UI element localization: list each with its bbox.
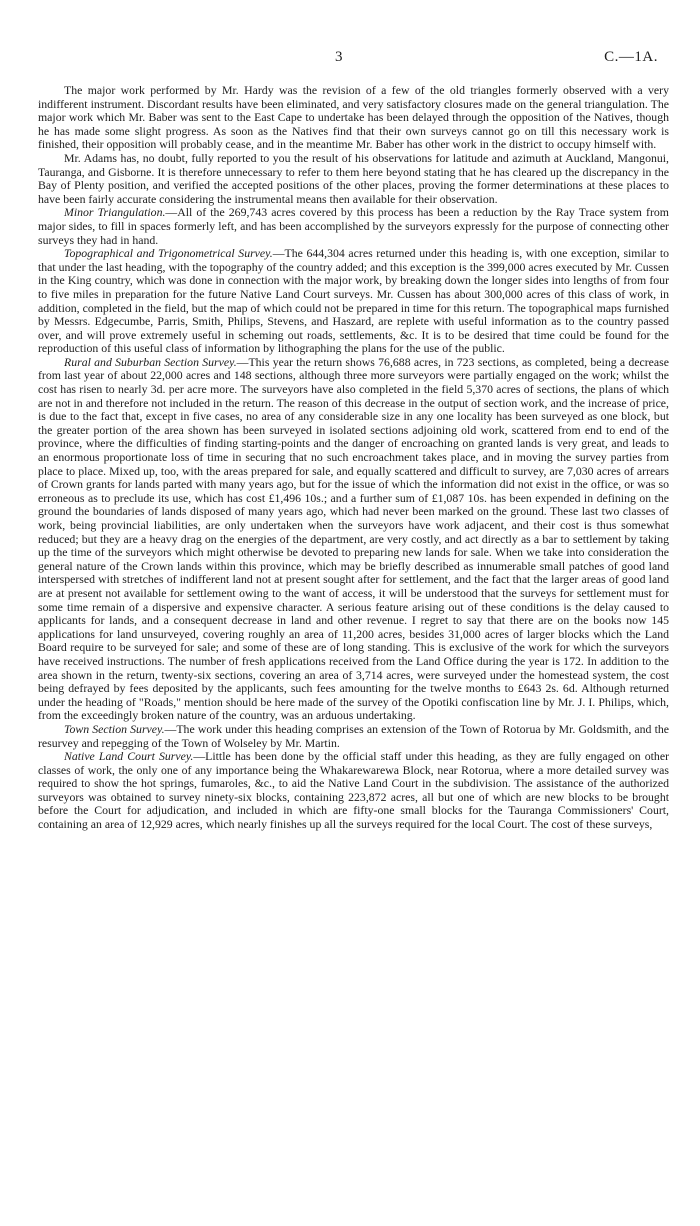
paragraph-town-section-survey: [38, 723, 669, 750]
paragraph-text: Mr. Adams has, no doubt, fully reported to you the result of his observations for latitude and azimuth at Auckland, Mangonui, Tauranga, and Gisborne. It is therefore unnecessary to refer to them here beyond stating that he has cleared up the discrepancy in the Bay of Plenty position, and verified the accepted positions of the other places, proving the former determinations at these places to have been fairly accurate considering the instrumental means then available for their observation.: [38, 150, 669, 206]
paragraph-text: The major work performed by Mr. Hardy was the revision of a few of the old triangles formerly observed with a very indifferent instrument. Discordant results have been eliminated, and very satisfactory closures made on the general triangulation. The major work which Mr. Baber was sent to the East Cape to undertake has been delayed through the opposition of the Natives, though he has made some slight progress. As soon as the Natives find that their own surveys cannot go on till this necessary work is finished, their opposition will probably cease, and in the meantime Mr. Baber has other work in the district to occupy himself with.: [38, 83, 669, 152]
paragraph-text: —All of the 269,743 acres covered by this process has been a reduction by the Ray Trace system from major sides, to fill in spaces formerly left, and has been accomplished by the surveyors expressly for the purpose of connecting other surveys they had in hand.: [38, 205, 669, 247]
section-heading: Minor Triangulation.: [64, 205, 166, 220]
paragraph-rural-suburban-survey: [38, 356, 669, 723]
paragraph-topographical-survey: [38, 247, 669, 356]
paragraph-text: —The work under this heading comprises an extension of the Town of Rotorua by Mr. Goldsmith, and the resurvey and repegging of the Town of Wolseley by Mr. Martin.: [38, 721, 669, 750]
section-heading: Topographical and Trigonometrical Survey.: [64, 246, 273, 261]
paragraph-hardy-baber: [38, 84, 669, 152]
section-heading: Native Land Court Survey.: [64, 749, 194, 764]
section-heading: Town Section Survey.: [64, 721, 165, 736]
page-number: 3: [335, 49, 343, 65]
page-header: [0, 49, 700, 69]
paragraph-native-land-court-survey: [38, 750, 669, 832]
paragraph-text: —Little has been done by the official staff under this heading, as they are fully engaged on other classes of work, the only one of any importance being the Whakarewarewa Block, near Rotorua, where a more detailed survey was required to show the hot springs, fumaroles, &c., to aid the Native Land Court in the subdivision. The assistance of the authorized surveyors was obtained to survey ninety-six blocks, containing 223,872 acres, all but one of which are new blocks to be brought before the Court for adjudication, and included in which are fifty-one small blocks for the Tauranga Commissioners' Court, containing an area of 12,929 acres, which nearly finishes up all the surveys required for the local Court. The cost of these surveys,: [38, 749, 669, 832]
paragraph-adams: [38, 152, 669, 206]
paragraph-minor-triangulation: [38, 206, 669, 247]
document-reference: C.—1A.: [604, 49, 658, 65]
paragraph-text: —The 644,304 acres returned under this heading is, with one exception, similar to that under the last heading, with the topography of the country added; and this exception is the 399,000 acres executed by Mr. Cussen in the King country, which was done in connection with the major work, by breaking down the longer sides into lengths of from four to five miles in preparation for the future Native Land Court surveys. Mr. Cussen has about 300,000 acres of this class of work, in addition, completed in the field, but the map of which could not be prepared in time for this return. The topographical maps furnished by Messrs. Edgecumbe, Parris, Smith, Philips, Stevens, and Haszard, are replete with useful information as to the country passed over, and will prove extremely useful in scheming out roads, settlements, &c. It is to be desired that time could be found for the reproduction of this useful class of information by lithographing the plans for the use of the public.: [38, 246, 670, 356]
report-body: [38, 84, 669, 832]
paragraph-text: —This year the return shows 76,688 acres, in 723 sections, as completed, being a decrease from last year of about 22,000 acres and 148 sections, although three more surveyors were partially engaged on the work; whilst the cost has risen to nearly 3d. per acre more. The surveyors have also completed in the field 5,370 acres of sections, the plans of which are not in and therefore not included in the return. The reason of this decrease in the output of section work, and the increase of price, is due to the fact that, except in five cases, no area of any considerable size in any one locality has been surveyed as one block, but the greater portion of the area shown has been surveyed in isolated sections adjoining old work, scattered from end to end of the province, where the difficulties of finding starting-points and the danger of encroaching on granted lands is very great, and leads to an enormous proportionate loss of time in securing that no such encroachment takes place, and in moving the survey parties from place to place. Mixed up, too, with the areas prepared for sale, and equally scattered and difficult to survey, are 7,030 acres of arrears of Crown grants for lands parted with many years ago, but for the issue of which the information did not exist in the office, or was so erroneous as to preclude its use, which has cost £1,496 10s.; and a further sum of £1,087 10s. has been expended in defining on the ground the boundaries of lands disposed of many years ago, which had never been marked on the ground. These last two classes of work, being provincial liabilities, are only undertaken when the surveyors have work adjacent, and their cost is thus somewhat reduced; but they are a heavy drag on the energies of the department, are very costly, and act directly as a bar to settlement by taking up the time of the surveyors which might otherwise be devoted to preparing new lands for sale. When we take into consideration the general nature of the Crown lands within this province, which may be briefly described as innumerable small patches of good land interspersed with stretches of indifferent land not at present sought after for settlement, and the fact that the larger areas of good land are at present not available for settlement owing to the want of access, it will be understood that the surveys for settlement must for some time remain of a dispersive and expensive character. A serious feature arising out of these conditions is the delay caused to applicants for lands, and a consequent decrease in land and other revenue. I regret to say that there are on the books now 145 applications for land unsurveyed, covering roughly an area of 11,200 acres, besides 31,000 acres of larger blocks which the Land Board require to be surveyed for sale; and some of these are of long standing. This is exclusive of the work for which the surveyors have received instructions. The number of fresh applications received from the Land Office during the year is 172. In addition to the area shown in the return, twenty-six sections, covering an area of 3,714 acres, were surveyed under the homestead system, the cost being defrayed by fees deposited by the applicants, such fees amounting for the twelve months to £643 2s. 6d. Although returned under the heading of "Roads," mention should be here made of the survey of the Opotiki confiscation line by Mr. J. I. Philips, which, from the exceedingly broken nature of the country, was an arduous undertaking.: [38, 354, 669, 723]
section-heading: Rural and Suburban Section Survey.: [64, 354, 237, 369]
